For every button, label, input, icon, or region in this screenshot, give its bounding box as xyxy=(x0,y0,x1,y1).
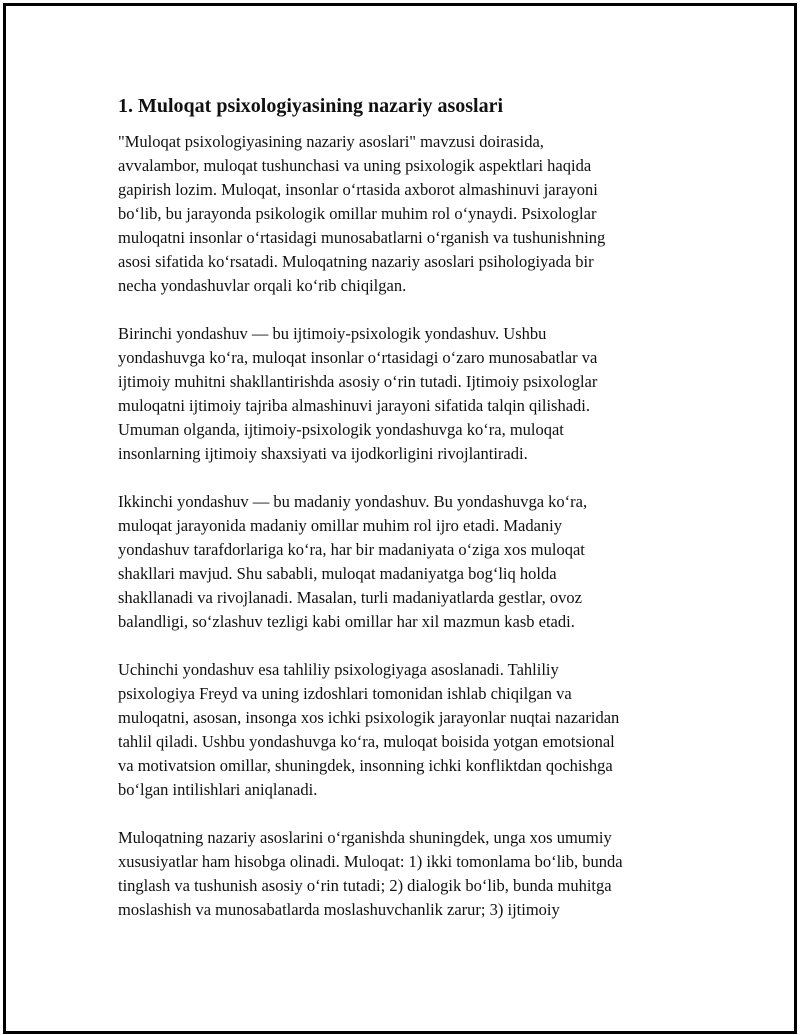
text-line: insonlarning ijtimoiy shaxsiyati va ijodkorligini rivojlantiradi. xyxy=(118,444,528,463)
text-line: va motivatsion omillar, shuningdek, insonning ichki konfliktdan qochishga xyxy=(118,756,613,775)
text-line: yondashuvga koʻra, muloqat insonlar oʻrtasidagi oʻzaro munosabatlar va xyxy=(118,348,598,367)
text-line: muloqat jarayonida madaniy omillar muhim rol ijro etadi. Madaniy xyxy=(118,516,563,535)
document-body xyxy=(118,92,698,946)
text-line: moslashish va munosabatlarda moslashuvchanlik zarur; 3) ijtimoiy xyxy=(118,900,560,919)
text-line: boʻlib, bu jarayonda psikologik omillar muhim rol oʻynaydi. Psixologlar xyxy=(118,204,597,223)
text-line: shakllari mavjud. Shu sababli, muloqat madaniyatga bogʻliq holda xyxy=(118,564,557,583)
text-line: Umuman olganda, ijtimoiy-psixologik yondashuvga koʻra, muloqat xyxy=(118,420,564,439)
paragraph-3 xyxy=(118,490,698,634)
text-line: psixologiya Freyd va uning izdoshlari tomonidan ishlab chiqilgan va xyxy=(118,684,572,703)
text-line: yondashuv tarafdorlariga koʻra, har bir madaniyata oʻziga xos muloqat xyxy=(118,540,585,559)
paragraph-5 xyxy=(118,826,698,922)
text-line: tinglash va tushunish asosiy oʻrin tutadi; 2) dialogik boʻlib, bunda muhitga xyxy=(118,876,612,895)
text-line: ijtimoiy muhitni shakllantirishda asosiy oʻrin tutadi. Ijtimoiy psixologlar xyxy=(118,372,598,391)
text-line: avvalambor, muloqat tushunchasi va uning psixologik aspektlari haqida xyxy=(118,156,592,175)
section-heading: 1. Muloqat psixologiyasining nazariy asoslari xyxy=(118,95,504,117)
text-line: "Muloqat psixologiyasining nazariy asoslari" mavzusi doirasida, xyxy=(118,132,544,151)
text-line: Uchinchi yondashuv esa tahliliy psixologiyaga asoslanadi. Tahliliy xyxy=(118,660,559,679)
paragraph-1 xyxy=(118,130,698,298)
text-line: Muloqatning nazariy asoslarini oʻrganishda shuningdek, unga xos umumiy xyxy=(118,828,612,847)
text-line: muloqatni insonlar oʻrtasidagi munosabatlarni oʻrganish va tushunishning xyxy=(118,228,606,247)
text-line: tahlil qiladi. Ushbu yondashuvga koʻra, muloqat boisida yotgan emotsional xyxy=(118,732,615,751)
text-line: Birinchi yondashuv — bu ijtimoiy-psixologik yondashuv. Ushbu xyxy=(118,324,547,343)
text-line: necha yondashuvlar orqali koʻrib chiqilgan. xyxy=(118,276,407,295)
text-line: asosi sifatida koʻrsatadi. Muloqatning nazariy asoslari psihologiyada bir xyxy=(118,252,594,271)
text-line: boʻlgan intilishlari aniqlanadi. xyxy=(118,780,318,799)
text-line: xususiyatlar ham hisobga olinadi. Muloqat: 1) ikki tomonlama boʻlib, bunda xyxy=(118,852,623,871)
paragraph-4 xyxy=(118,658,698,802)
text-line: balandligi, soʻzlashuv tezligi kabi omillar har xil mazmun kasb etadi. xyxy=(118,612,575,631)
text-line: muloqatni ijtimoiy tajriba almashinuvi jarayoni sifatida talqin qilishadi. xyxy=(118,396,590,415)
paragraph-2 xyxy=(118,322,698,466)
text-line: shakllanadi va rivojlanadi. Masalan, turli madaniyatlarda gestlar, ovoz xyxy=(118,588,582,607)
text-line: Ikkinchi yondashuv — bu madaniy yondashuv. Bu yondashuvga koʻra, xyxy=(118,492,588,511)
text-line: gapirish lozim. Muloqat, insonlar oʻrtasida axborot almashinuvi jarayoni xyxy=(118,180,598,199)
text-line: muloqatni, asosan, insonga xos ichki psixologik jarayonlar nuqtai nazaridan xyxy=(118,708,620,727)
